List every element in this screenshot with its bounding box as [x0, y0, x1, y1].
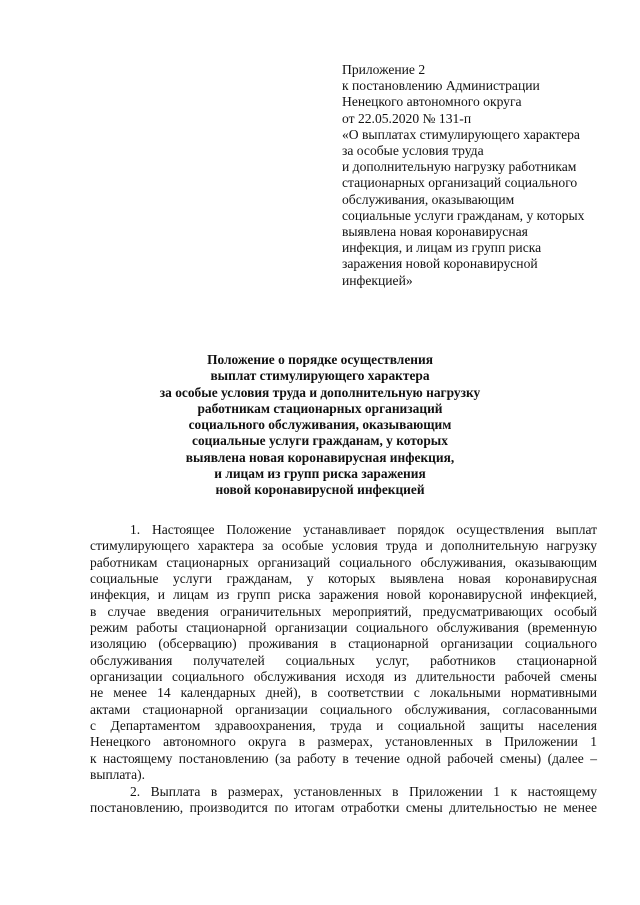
paragraph-line: в случае введения ограничительных мероприятий, предусматривающих особый	[90, 603, 597, 619]
appendix-line: Ненецкого автономного округа	[342, 94, 522, 110]
paragraph-line: изоляцию (обсервацию) проживания в стационарной организации социального	[90, 636, 597, 652]
paragraph-line: 2. Выплата в размерах, установленных в Приложении 1 к настоящему	[130, 783, 597, 799]
appendix-line: обслуживания, оказывающим	[342, 191, 515, 207]
appendix-line: к постановлению Администрации	[342, 78, 540, 94]
paragraph-1	[90, 522, 597, 784]
title-line: и лицам из групп риска заражения	[214, 466, 426, 482]
appendix-line: заражения новой коронавирусной	[342, 256, 538, 272]
appendix-line: выявлена новая коронавирусная	[342, 224, 528, 240]
title-line: социального обслуживания, оказывающим	[188, 417, 452, 433]
document-body	[90, 522, 597, 816]
title-line: за особые условия труда и дополнительную нагрузку	[159, 384, 481, 400]
document-title	[110, 352, 530, 499]
title-line: социальные услуги гражданам, у которых	[192, 433, 448, 449]
appendix-header	[342, 62, 610, 289]
paragraph-line: к настоящему постановлению (за работу в течение одной рабочей смены) (далее –	[90, 750, 597, 766]
paragraph-line: 1. Настоящее Положение устанавливает порядок осуществления выплат	[130, 522, 597, 537]
paragraph-line: обслуживания получателей социальных услуг, работников стационарной	[90, 652, 597, 668]
paragraph-line: социальные услуги гражданам, у которых выявлена новая коронавирусная	[90, 571, 597, 587]
paragraph-line: стимулирующего характера за особые условия труда и дополнительную нагрузку	[90, 538, 597, 554]
paragraph-2	[90, 784, 597, 817]
paragraph-line: инфекция, и лицам из групп риска заражения новой коронавирусной инфекцией,	[90, 587, 597, 603]
paragraph-line: организации социального обслуживания исходя из длительности рабочей смены	[90, 669, 597, 685]
appendix-line: стационарных организаций социального	[342, 175, 578, 191]
paragraph-line: Ненецкого автономного округа в размерах, установленных в Приложении 1	[90, 734, 597, 750]
paragraph-line: не менее 14 календарных дней), в соответствии с локальными нормативными	[90, 685, 597, 701]
appendix-line: от 22.05.2020 № 131-п	[342, 110, 472, 126]
appendix-line: инфекция, и лицам из групп риска	[342, 240, 542, 256]
title-line: выявлена новая коронавирусная инфекция,	[185, 449, 455, 465]
paragraph-line: с Департаментом здравоохранения, труда и социальной защиты населения	[90, 718, 597, 734]
paragraph-line: режим работы стационарной организации социального обслуживания (временную	[90, 620, 597, 636]
title-line: Положение о порядке осуществления	[207, 352, 433, 367]
paragraph-line: актами стационарной организации социального обслуживания, согласованными	[90, 701, 597, 717]
title-line: работникам стационарных организаций	[197, 400, 443, 416]
appendix-line: «О выплатах стимулирующего характера	[342, 126, 580, 142]
appendix-line: Приложение 2	[342, 62, 426, 77]
paragraph-line: постановлению, производится по итогам отработки смены длительностью не менее	[90, 799, 597, 815]
title-line: выплат стимулирующего характера	[210, 368, 430, 384]
paragraph-line: работникам стационарных организаций социального обслуживания, оказывающим	[90, 554, 597, 570]
paragraph-line: выплата).	[90, 767, 145, 783]
title-line: новой коронавирусной инфекцией	[215, 482, 425, 498]
appendix-line: за особые условия труда	[342, 143, 484, 159]
appendix-line: инфекцией»	[342, 272, 413, 288]
appendix-line: социальные услуги гражданам, у которых	[342, 207, 585, 223]
appendix-line: и дополнительную нагрузку работникам	[342, 159, 577, 175]
